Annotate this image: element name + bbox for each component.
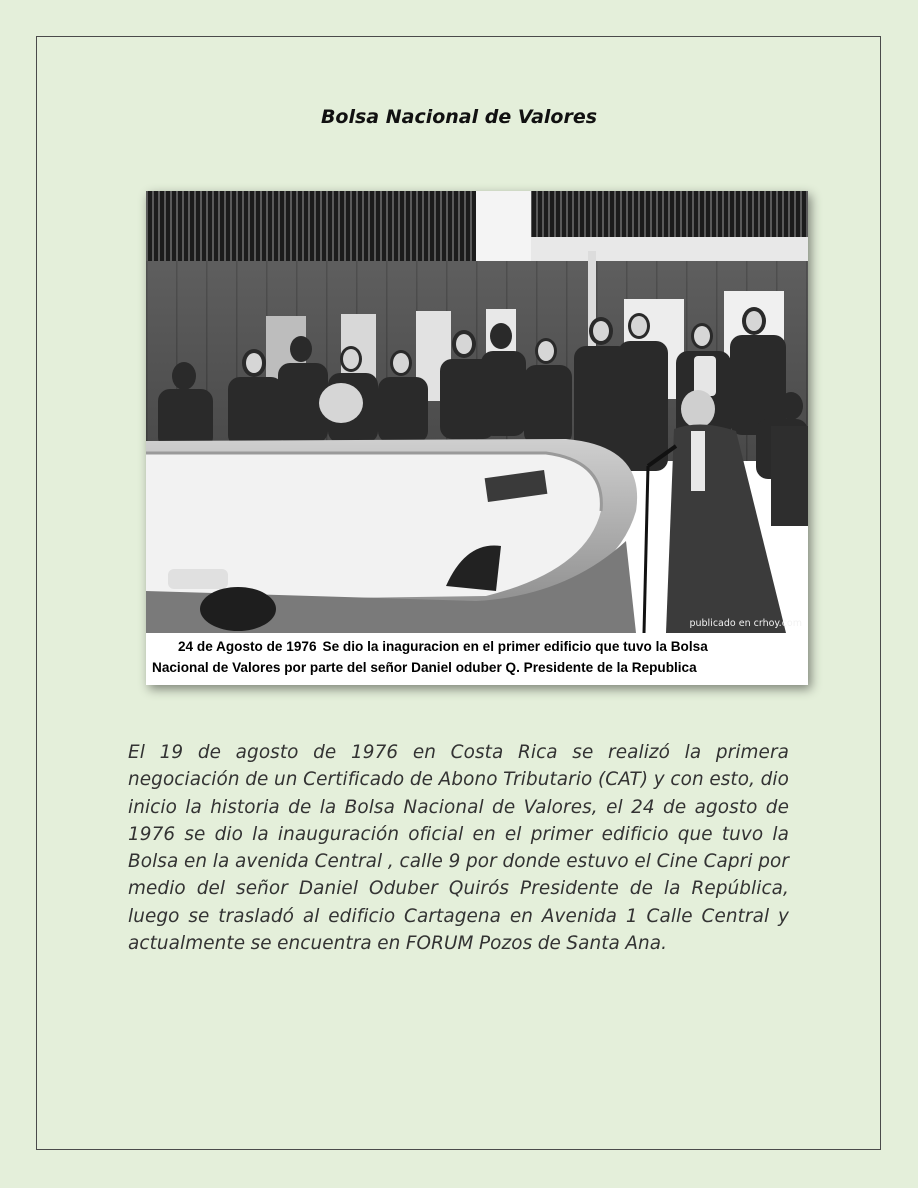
photo-image [146, 191, 808, 633]
historical-photo [146, 191, 808, 685]
photo-credit: publicado en crhoy.com [689, 618, 802, 629]
caption-line-2: Nacional de Valores por parte del señor Daniel oduber Q. Presidente de la Republica [152, 660, 697, 675]
caption-date: 24 de Agosto de 1976 [178, 639, 317, 654]
photo-caption [146, 633, 808, 685]
page-title: Bolsa Nacional de Valores [320, 106, 598, 128]
caption-text-1: Se dio la inaguracion en el primer edificio que tuvo la Bolsa [322, 639, 708, 654]
caption-line-1 [178, 636, 708, 657]
body-paragraph: El 19 de agosto de 1976 en Costa Rica se realizó la primera negociación de un Certificado de Abono Tributario (CAT) y con esto, dio inicio la historia de la Bolsa Nacional de Valores, el 24 de agosto de 1976 se dio la inauguración oficial en el primer edificio que tuvo la Bolsa en la avenida Central , calle 9 por donde estuvo el Cine Capri por medio del señor Daniel Oduber Quirós Presidente de la República, luego se trasladó al edificio Cartagena en Avenida 1 Calle Central y actualmente se encuentra en FORUM Pozos de Santa Ana. [128, 742, 789, 955]
